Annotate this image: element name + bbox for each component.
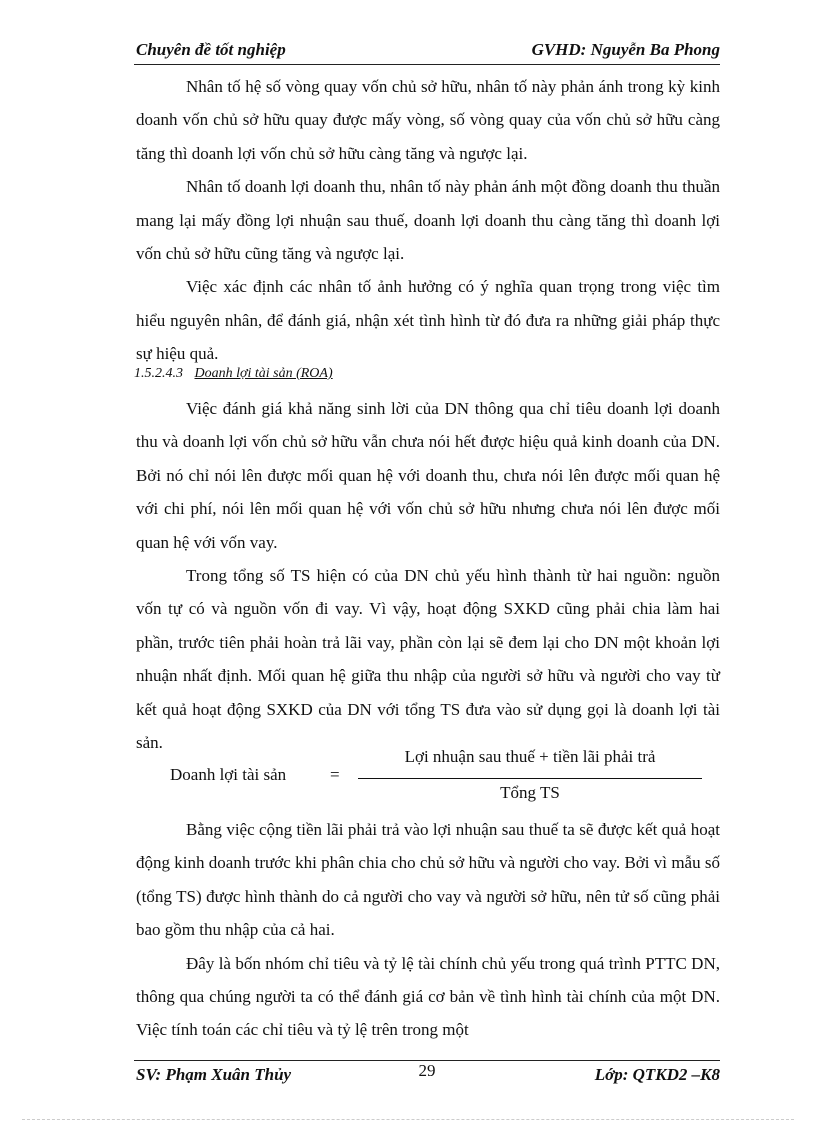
paragraph: Việc đánh giá khả năng sinh lời của DN thông qua chỉ tiêu doanh lợi doanh thu và doanh lợi vốn chủ sở hữu vẫn chưa nói hết được hiệu quả kinh doanh của DN. Bởi nó chỉ nói lên được mối quan hệ với doanh thu, chưa nói lên được mối quan hệ với chi phí, nói lên mối quan hệ với vốn chủ sở hữu nhưng chưa nói lên được mối quan hệ với vốn vay. xyxy=(136,399,720,552)
formula-equals: = xyxy=(330,765,340,784)
paragraph: Bằng việc cộng tiền lãi phải trả vào lợi nhuận sau thuế ta sẽ được kết quả hoạt động kinh doanh trước khi phân chia cho chủ sở hữu và người cho vay. Bởi vì mẫu số (tổng TS) được hình thành do cả người cho vay và người sở hữu, nên tử số cũng phải bao gồm thu nhập của cả hai. xyxy=(136,820,720,940)
page-header xyxy=(134,38,720,65)
paragraph: Việc xác định các nhân tố ảnh hưởng có ý nghĩa quan trọng trong việc tìm hiểu nguyên nhân, để đánh giá, nhận xét tình hình từ đó đưa ra những giải pháp thực sự hiệu quả. xyxy=(136,277,720,364)
page-edge-divider xyxy=(22,1119,794,1120)
paragraph: Trong tổng số TS hiện có của DN chủ yếu hình thành từ hai nguồn: nguồn vốn tự có và nguồn vốn đi vay. Vì vậy, hoạt động SXKD cũng phải chia làm hai phần, trước tiên phải hoàn trả lãi vay, phần còn lại sẽ đem lại cho DN một khoản lợi nhuận nhất định. Mối quan hệ giữa thu nhập của người sở hữu và người cho vay từ kết quả hoạt động SXKD của DN với tổng TS đưa vào sử dụng gọi là doanh lợi tài sản. xyxy=(136,566,720,753)
paragraph: Nhân tố doanh lợi doanh thu, nhân tố này phản ánh một đồng doanh thu thuần mang lại mấy đồng lợi nhuận sau thuế, doanh lợi doanh thu càng tăng thì doanh lợi vốn chủ sở hữu cũng tăng và ngược lại. xyxy=(136,177,720,264)
header-advisor: GVHD: Nguyễn Ba Phong xyxy=(531,40,720,59)
body-section-a xyxy=(136,70,720,371)
paragraph: Nhân tố hệ số vòng quay vốn chủ sở hữu, nhân tố này phản ánh trong kỳ kinh doanh vốn chủ sở hữu quay được mấy vòng, số vòng quay của vốn chủ sở hữu càng tăng thì doanh lợi vốn chủ sở hữu càng tăng và ngược lại. xyxy=(136,77,720,163)
footer-student: SV: Phạm Xuân Thủy xyxy=(136,1065,292,1084)
section-title: Doanh lợi tài sản (ROA) xyxy=(194,366,333,381)
paragraph: Đây là bốn nhóm chỉ tiêu và tỷ lệ tài chính chủ yếu trong quá trình PTTC DN, thông qua chúng người ta có thể đánh giá cơ bản về tình hình tài chính của một DN. Việc tính toán các chỉ tiêu và tỷ lệ trên trong một xyxy=(136,953,720,1040)
formula-lhs: Doanh lợi tài sản xyxy=(170,765,287,784)
section-number: 1.5.2.4.3 xyxy=(134,366,183,381)
section-heading xyxy=(134,366,333,382)
page-number: 29 xyxy=(418,1061,436,1080)
body-section-c xyxy=(136,813,720,1047)
body-section-b xyxy=(136,392,720,759)
roa-formula xyxy=(170,745,730,815)
fraction-bar xyxy=(358,778,702,779)
formula-numerator: Lợi nhuận sau thuế + tiền lãi phải trả xyxy=(404,747,656,766)
footer-class: Lớp: QTKD2 –K8 xyxy=(594,1065,720,1084)
header-topic: Chuyên đề tốt nghiệp xyxy=(136,40,286,59)
formula-denominator: Tổng TS xyxy=(500,783,560,802)
page-footer xyxy=(134,1060,720,1091)
